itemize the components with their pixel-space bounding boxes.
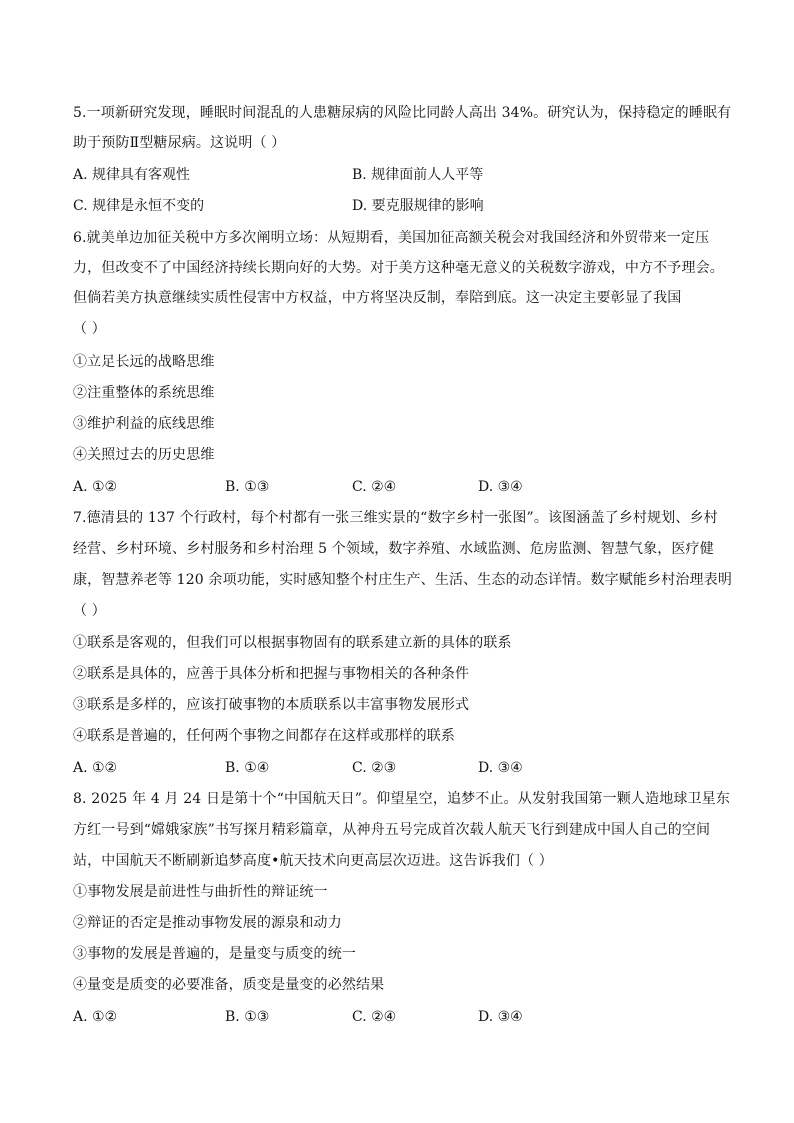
option-d: D. ③④ [478,760,523,776]
question-stem-line: 7.德清县的 137 个行政村，每个村都有一张三维实景的“数字乡村一张图”。该图涵盖了乡村规划、乡村 [73,510,718,526]
question-stem-line: （ ） [73,321,106,337]
statement-1: ①联系是客观的，但我们可以根据事物固有的联系建立新的具体的联系 [73,635,512,651]
statement-4: ④联系是普遍的，任何两个事物之间都存在这样或那样的联系 [73,728,456,744]
option-b: B. ①④ [225,760,270,776]
option-b: B. 规律面前人人平等 [352,167,484,183]
statement-1: ①立足长远的战略思维 [73,354,215,370]
statement-3: ③维护利益的底线思维 [73,416,215,432]
statement-2: ②注重整体的系统思维 [73,385,215,401]
option-a: A. ①② [73,1009,118,1025]
statement-4: ④关照过去的历史思维 [73,447,215,463]
question-stem-line: （ ） [73,603,106,619]
option-a: A. 规律具有客观性 [73,167,191,183]
question-stem-line: 5.一项新研究发现，睡眠时间混乱的人患糖尿病的风险比同龄人高出 34%。研究认为，保持稳定的睡眠有 [73,105,732,121]
statement-2: ②辩证的否定是推动事物发展的源泉和动力 [73,915,342,931]
option-b: B. ①③ [225,1009,270,1025]
statement-4: ④量变是质变的必要准备，质变是量变的必然结果 [73,977,385,993]
option-d: D. ③④ [478,479,523,495]
option-c: C. ②③ [352,760,397,776]
option-c: C. ②④ [352,479,397,495]
option-c: C. 规律是永恒不变的 [73,198,205,214]
question-stem-line: 8. 2025 年 4 月 24 日是第十个“中国航天日”。仰望星空，追梦不止。从发射我国第一颗人造地球卫星东 [73,791,730,807]
question-stem-line: 力，但改变不了中国经济持续长期向好的大势。对于美方这种毫无意义的关税数字游戏，中方不予理会。 [73,260,724,276]
question-stem-line: 助于预防Ⅱ型糖尿病。这说明（ ） [73,135,286,151]
option-a: A. ①② [73,479,118,495]
option-b: B. ①③ [225,479,270,495]
statement-2: ②联系是具体的，应善于具体分析和把握与事物相关的各种条件 [73,666,470,682]
question-stem-line: 但倘若美方执意继续实质性侵害中方权益，中方将坚决反制，奉陪到底。这一决定主要彰显了我国 [73,290,682,306]
question-stem-line: 方红一号到“嫦娥家族”书写探月精彩篇章，从神舟五号完成首次载人航天飞行到建成中国人自己的空间 [73,822,711,838]
option-c: C. ②④ [352,1009,397,1025]
option-d: D. 要克服规律的影响 [352,198,484,214]
option-d: D. ③④ [478,1009,523,1025]
statement-3: ③事物的发展是普遍的，是量变与质变的统一 [73,946,356,962]
statement-3: ③联系是多样的，应该打破事物的本质联系以丰富事物发展形式 [73,697,470,713]
question-stem-line: 6.就美单边加征关税中方多次阐明立场：从短期看，美国加征高额关税会对我国经济和外贸带来一定压 [73,230,710,246]
question-stem-line: 康，智慧养老等 120 余项功能，实时感知整个村庄生产、生活、生态的动态详情。数字赋能乡村治理表明 [73,572,732,588]
question-stem-line: 经营、乡村环境、乡村服务和乡村治理 5 个领域，数字养殖、水域监测、危房监测、智慧气象，医疗健 [73,541,714,557]
option-a: A. ①② [73,760,118,776]
question-stem-line: 站，中国航天不断刷新追梦高度•航天技术向更高层次迈进。这告诉我们（ ） [73,853,553,869]
statement-1: ①事物发展是前进性与曲折性的辩证统一 [73,884,328,900]
